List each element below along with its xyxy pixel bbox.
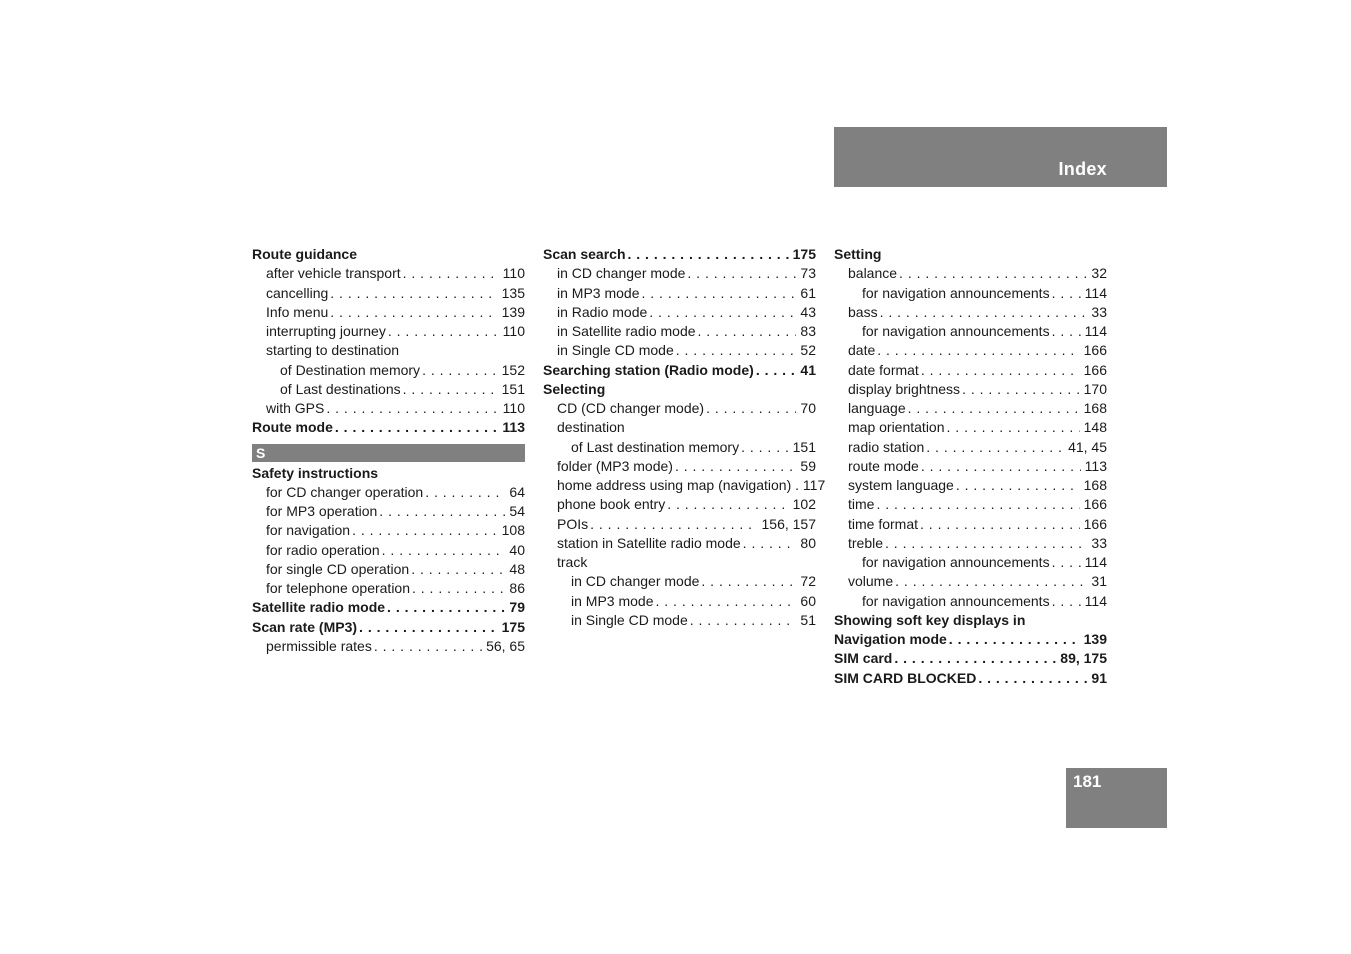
- leader-dots: [412, 579, 505, 598]
- entry-term: for navigation announcements: [862, 323, 1050, 339]
- index-entry: [543, 438, 816, 457]
- index-entry: [252, 618, 525, 637]
- leader-dots: [876, 495, 1079, 514]
- index-entry: [834, 649, 1107, 668]
- index-entry: [252, 341, 525, 360]
- entry-term: volume: [848, 573, 894, 590]
- entry-term: Setting: [834, 246, 882, 262]
- leader-dots: [422, 361, 498, 380]
- index-entry: [543, 611, 816, 630]
- index-entry: [252, 521, 525, 540]
- leader-dots: [701, 572, 796, 591]
- leader-dots: [894, 649, 1056, 668]
- leader-dots: [978, 669, 1087, 688]
- index-entry: [543, 572, 816, 591]
- entry-term: Route mode: [252, 419, 333, 436]
- entry-page-ref: 114: [1084, 323, 1107, 339]
- entry-page-ref: 48: [509, 560, 525, 577]
- leader-dots: [403, 380, 498, 399]
- entry-term: destination: [557, 419, 625, 436]
- entry-term: for radio operation: [266, 541, 380, 558]
- entry-page-ref: 80: [800, 534, 816, 551]
- index-entry: [252, 483, 525, 502]
- entry-page-ref: 139: [1083, 631, 1107, 647]
- entry-term: Selecting: [543, 380, 606, 397]
- index-entry: [834, 341, 1107, 360]
- entry-term: in Single CD mode: [571, 611, 688, 628]
- index-entry: [834, 553, 1107, 572]
- index-entry: [252, 502, 525, 521]
- entry-page-ref: 148: [1083, 419, 1107, 436]
- leader-dots: [387, 598, 505, 617]
- entry-page-ref: 64: [509, 483, 525, 500]
- index-entry: [543, 399, 816, 418]
- index-entry: [543, 476, 826, 495]
- leader-dots: [947, 418, 1080, 437]
- entry-page-ref: 89, 175: [1060, 650, 1107, 667]
- entry-term: CD (CD changer mode): [557, 400, 705, 416]
- index-entry: [834, 361, 1107, 380]
- entry-term: for telephone operation: [266, 580, 410, 596]
- entry-term: for navigation announcements: [862, 284, 1050, 301]
- index-entry: [252, 303, 525, 322]
- index-entry: [543, 534, 816, 553]
- leader-dots: [908, 399, 1080, 418]
- index-entry: [252, 637, 525, 656]
- entry-term: Navigation mode: [834, 631, 947, 647]
- entry-term: phone book entry: [557, 496, 666, 513]
- index-entry: [252, 560, 525, 579]
- index-entry: [252, 598, 525, 617]
- index-entry: [543, 418, 816, 437]
- leader-dots: [641, 284, 796, 303]
- index-entry: [834, 611, 1107, 630]
- entry-page-ref: 175: [792, 246, 816, 262]
- leader-dots: [326, 399, 498, 418]
- index-entry: [252, 361, 525, 380]
- entry-page-ref: 59: [800, 457, 816, 474]
- entry-term: for single CD operation: [266, 560, 410, 577]
- leader-dots: [962, 380, 1080, 399]
- index-entry: [252, 264, 525, 283]
- entry-term: in MP3 mode: [571, 592, 654, 609]
- entry-page-ref: 168: [1083, 400, 1107, 416]
- entry-page-ref: 139: [501, 303, 525, 320]
- index-entry: [834, 495, 1107, 514]
- entry-term: cancelling: [266, 284, 329, 301]
- index-entry: [543, 457, 816, 476]
- leader-dots: [374, 637, 482, 656]
- index-entry: [834, 630, 1107, 649]
- leader-dots: [628, 245, 789, 264]
- index-entry: [543, 245, 816, 264]
- index-entry: [834, 303, 1107, 322]
- entry-term: track: [557, 554, 588, 570]
- entry-page-ref: 152: [501, 361, 525, 378]
- leader-dots: [379, 502, 505, 521]
- entry-page-ref: 72: [800, 573, 816, 590]
- entry-page-ref: 135: [501, 284, 525, 301]
- leader-dots: [920, 515, 1080, 534]
- index-entry: [252, 579, 525, 598]
- entry-term: for CD changer operation: [266, 483, 424, 500]
- index-entry: [834, 399, 1107, 418]
- index-entry: [834, 264, 1107, 283]
- leader-dots: [921, 361, 1080, 380]
- index-entry: [834, 457, 1107, 476]
- entry-term: treble: [848, 534, 884, 551]
- leader-dots: [403, 264, 499, 283]
- entry-page-ref: 151: [792, 438, 816, 455]
- leader-dots: [756, 361, 797, 380]
- entry-page-ref: 73: [800, 265, 816, 282]
- leader-dots: [706, 399, 796, 418]
- entry-page-ref: 166: [1083, 361, 1107, 378]
- leader-dots: [741, 438, 789, 457]
- leader-dots: [926, 438, 1064, 457]
- leader-dots: [1052, 322, 1081, 341]
- entry-term: for navigation announcements: [862, 592, 1050, 609]
- entry-page-ref: 41: [800, 361, 816, 378]
- entry-term: for MP3 operation: [266, 503, 378, 519]
- entry-page-ref: 51: [800, 611, 816, 628]
- leader-dots: [335, 418, 499, 437]
- index-entry: [543, 495, 816, 514]
- entry-term: Showing soft key displays in: [834, 611, 1026, 628]
- entry-page-ref: 32: [1091, 265, 1107, 282]
- entry-term: in CD changer mode: [571, 573, 700, 590]
- entry-term: bass: [848, 303, 878, 320]
- entry-page-ref: 175: [501, 618, 525, 635]
- leader-dots: [880, 303, 1088, 322]
- entry-term: date: [848, 342, 876, 359]
- index-entry: [252, 464, 525, 483]
- entry-term: in Single CD mode: [557, 342, 674, 359]
- index-entry: [543, 361, 816, 380]
- index-entry: [834, 438, 1107, 457]
- entry-term: POIs: [557, 515, 589, 532]
- entry-page-ref: 40: [509, 541, 525, 558]
- entry-term: Route guidance: [252, 246, 358, 262]
- leader-dots: [895, 572, 1087, 591]
- entry-term: folder (MP3 mode): [557, 457, 673, 474]
- entry-page-ref: 56, 65: [486, 637, 525, 654]
- index-entry: [834, 380, 1107, 399]
- entry-page-ref: 52: [800, 342, 816, 359]
- leader-dots: [352, 521, 498, 540]
- leader-dots: [425, 483, 505, 502]
- index-entry: [252, 541, 525, 560]
- index-entry: [543, 264, 816, 283]
- entry-page-ref: 110: [502, 265, 525, 282]
- leader-dots: [690, 611, 797, 630]
- leader-dots: [649, 303, 796, 322]
- entry-term: for navigation announcements: [862, 554, 1050, 570]
- entry-page-ref: 61: [800, 284, 816, 301]
- entry-term: radio station: [848, 438, 925, 455]
- entry-term: date format: [848, 361, 919, 378]
- leader-dots: [676, 341, 797, 360]
- section-letter-header: S: [252, 444, 525, 462]
- leader-dots: [330, 303, 497, 322]
- entry-term: display brightness: [848, 380, 961, 397]
- entry-term: in Radio mode: [557, 303, 648, 320]
- leader-dots: [921, 457, 1081, 476]
- index-entry: [543, 553, 816, 572]
- index-entry: [543, 515, 816, 534]
- index-entry: [252, 418, 525, 437]
- index-column-1: [252, 245, 525, 656]
- index-entry: [252, 380, 525, 399]
- index-entry: [543, 303, 816, 322]
- index-header-bar: [834, 127, 1167, 187]
- entry-term: Scan search: [543, 246, 626, 262]
- leader-dots: [388, 322, 499, 341]
- leader-dots: [382, 541, 506, 560]
- entry-term: balance: [848, 265, 898, 282]
- entry-page-ref: 166: [1083, 515, 1107, 532]
- index-entry: [252, 245, 525, 264]
- index-entry: [543, 284, 816, 303]
- entry-page-ref: 54: [509, 503, 525, 519]
- entry-page-ref: 166: [1083, 342, 1107, 359]
- index-entry: [834, 245, 1107, 264]
- entry-term: SIM card: [834, 650, 893, 667]
- index-entry: [834, 515, 1107, 534]
- leader-dots: [411, 560, 505, 579]
- entry-page-ref: 168: [1083, 477, 1107, 493]
- entry-page-ref: 113: [502, 419, 525, 436]
- page-number: 181: [1073, 772, 1102, 791]
- entry-page-ref: 113: [1084, 457, 1107, 474]
- index-entry: [543, 592, 816, 611]
- entry-page-ref: 114: [1084, 284, 1107, 301]
- entry-page-ref: 70: [800, 400, 816, 416]
- leader-dots: [1052, 284, 1081, 303]
- leader-dots: [687, 264, 796, 283]
- entry-term: route mode: [848, 457, 919, 474]
- entry-term: in Satellite radio mode: [557, 323, 696, 339]
- entry-page-ref: 83: [800, 323, 816, 339]
- index-entry: [543, 341, 816, 360]
- index-entry: [543, 380, 816, 399]
- leader-dots: [359, 618, 498, 637]
- entry-page-ref: 108: [501, 522, 525, 539]
- index-entry: [252, 284, 525, 303]
- entry-term: Info menu: [266, 303, 329, 320]
- index-column-2: [543, 245, 826, 630]
- entry-term: of Last destination memory: [571, 438, 740, 455]
- index-entry: [834, 669, 1107, 688]
- leader-dots: [1052, 592, 1081, 611]
- leader-dots: [655, 592, 796, 611]
- entry-page-ref: 33: [1091, 303, 1107, 320]
- index-entry: [252, 322, 525, 341]
- entry-term: in CD changer mode: [557, 265, 686, 282]
- leader-dots: [330, 284, 497, 303]
- entry-term: time format: [848, 515, 919, 532]
- entry-term: interrupting journey: [266, 323, 386, 339]
- index-entry: [834, 534, 1107, 553]
- entry-page-ref: 79: [509, 599, 525, 616]
- entry-term: Scan rate (MP3): [252, 618, 358, 635]
- index-entry: [834, 418, 1107, 437]
- entry-page-ref: 156, 157: [761, 515, 816, 532]
- entry-page-ref: 60: [800, 592, 816, 609]
- entry-term: Safety instructions: [252, 464, 379, 481]
- leader-dots: [590, 515, 757, 534]
- entry-term: SIM CARD BLOCKED: [834, 669, 977, 686]
- entry-term: Searching station (Radio mode): [543, 361, 754, 378]
- index-entry: [252, 399, 525, 418]
- entry-page-ref: 33: [1091, 534, 1107, 551]
- entry-term: Satellite radio mode: [252, 599, 386, 616]
- leader-dots: [956, 476, 1080, 495]
- entry-term: of Destination memory: [280, 361, 421, 378]
- page-number-box: [1066, 768, 1167, 828]
- entry-page-ref: 43: [800, 303, 816, 320]
- entry-term: language: [848, 400, 906, 416]
- entry-page-ref: 166: [1083, 496, 1107, 513]
- leader-dots: [675, 457, 796, 476]
- entry-term: time: [848, 496, 875, 513]
- entry-term: system language: [848, 477, 954, 493]
- entry-page-ref: 91: [1091, 669, 1107, 686]
- entry-term: after vehicle transport: [266, 265, 401, 282]
- leader-dots: [1052, 553, 1081, 572]
- entry-term: of Last destinations: [280, 380, 401, 397]
- entry-term: for navigation: [266, 522, 351, 539]
- entry-term: station in Satellite radio mode: [557, 534, 741, 551]
- index-column-3: [834, 245, 1107, 688]
- entry-term: permissible rates: [266, 637, 372, 654]
- leader-dots: [743, 534, 797, 553]
- entry-page-ref: 110: [502, 400, 525, 416]
- index-entry: [834, 322, 1107, 341]
- entry-page-ref: 86: [509, 580, 525, 596]
- entry-page-ref: 31: [1091, 573, 1107, 590]
- index-entry: [834, 476, 1107, 495]
- entry-page-ref: 151: [501, 380, 525, 397]
- entry-term: in MP3 mode: [557, 284, 640, 301]
- entry-term: map orientation: [848, 419, 945, 436]
- leader-dots: [949, 630, 1080, 649]
- entry-term: home address using map (navigation) . 117: [557, 477, 826, 493]
- entry-page-ref: 102: [792, 496, 816, 513]
- index-entry: [834, 284, 1107, 303]
- entry-term: with GPS: [266, 400, 325, 416]
- leader-dots: [877, 341, 1079, 360]
- index-entry: [834, 572, 1107, 591]
- page-title: Index: [1058, 159, 1107, 179]
- leader-dots: [899, 264, 1087, 283]
- leader-dots: [885, 534, 1087, 553]
- index-entry: [834, 592, 1107, 611]
- entry-page-ref: 110: [502, 323, 525, 339]
- leader-dots: [698, 322, 797, 341]
- entry-page-ref: 170: [1083, 380, 1107, 397]
- leader-dots: [667, 495, 788, 514]
- entry-term: starting to destination: [266, 342, 400, 359]
- entry-page-ref: 114: [1084, 554, 1107, 570]
- entry-page-ref: 41, 45: [1068, 438, 1107, 455]
- entry-page-ref: 114: [1084, 592, 1107, 609]
- index-entry: [543, 322, 816, 341]
